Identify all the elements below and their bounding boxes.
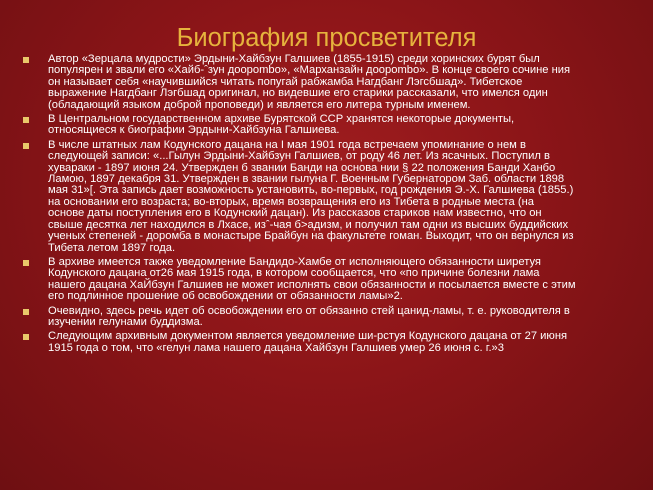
list-item: [23, 257, 645, 303]
bullet-text: Следующим архивным документом является уведомление ши-рстуя Кодунского дацана от 27 июня 1915 года о том, что «гелун лама нашего дацана Хайбзун Галшиев умер 26 июня с. г.»3: [48, 330, 568, 354]
square-bullet-icon: [23, 143, 29, 149]
square-bullet-icon: [23, 334, 29, 340]
list-item: [23, 306, 645, 329]
bullet-list: [23, 54, 645, 357]
list-item: [23, 140, 645, 254]
slide-title: Биография просветителя: [176, 24, 477, 52]
square-bullet-icon: [23, 117, 29, 123]
bullet-text: Очевидно, здесь речь идет об освобождении его от обязанно стей цанид-ламы, т. е. руководителя в изучении гелунами буддизма.: [48, 304, 570, 328]
square-bullet-icon: [23, 260, 29, 266]
bullet-text: Автор «Зерцала мудрости» Эрдыни-Хайбзун Галшиев (1855-1915) среди хоринских бурят был популярен и звали его «Хайб-ˆзун доорombo», «Марханзайн доорombo». В конце своего сочине ния он называет себя «научившийся читать попугай рабжамба Нагдбанг Лэгсбшад». Тибетское выражение Нагдбанг Лэгбшад оригинал, но видевшие его старики рассказали, что имелся один (обладающий языком доброй проповеди) и является его литера турным именем.: [48, 53, 571, 111]
square-bullet-icon: [23, 309, 29, 315]
bullet-text: В Центральном государственном архиве Бурятской ССР хранятся некоторые документы, относящиеся к биографии Эрдыни-Хайбзуна Галшиева.: [48, 113, 515, 137]
bullet-text: В числе штатных лам Кодунского дацана на I мая 1901 года встречаем упоминание о нем в следующей записи: «...Гылун Эрдыни-Хайбзун Галшиев, от роду 46 лет. Из ясачных. Поступил в хувараки - 1897 июня 24. Утвержден б звании Банди на основа нии § 22 положения Банди Ханбо Ламою, 1897 декабря 31. Утвержден в звании гылуна Г. Военным Губернатором Заб. области 1898 мая 31»[. Эта запись дает возможность установить, во-первых, год рождения Э.-Х. Галшиева (1855.) на основании его возраста; во-вторых, время возвращения его из Тибета в родные места (на основе даты поступления его в Кодунский дацан). Из рассказов стариков нам известно, что он свыше десятка лет находился в Лхасе, изˆ-чая б>адизм, и получил там одни из высших буддийских ученых степеней - доромба в монастыре Брайбун на факультете гоман. Выходит, что он вернулся из Тибета летом 1897 года.: [48, 138, 574, 254]
square-bullet-icon: [23, 57, 29, 63]
bullet-text: В архиве имеется также уведомление Бандидо-Хамбе от исполняющего обязанности ширетуя Кодунского дацана от26 мая 1915 года, в котором сообщается, что «по причине болезни лама нашего дацана ХаЙбзун Галшиев не может исполнять свои обязанности и посылается вместе с этим его подлинное прошение об освобождении от обязанности ламы»2.: [48, 255, 576, 303]
list-item: [23, 114, 645, 137]
list-item: [23, 54, 645, 111]
list-item: [23, 331, 645, 354]
